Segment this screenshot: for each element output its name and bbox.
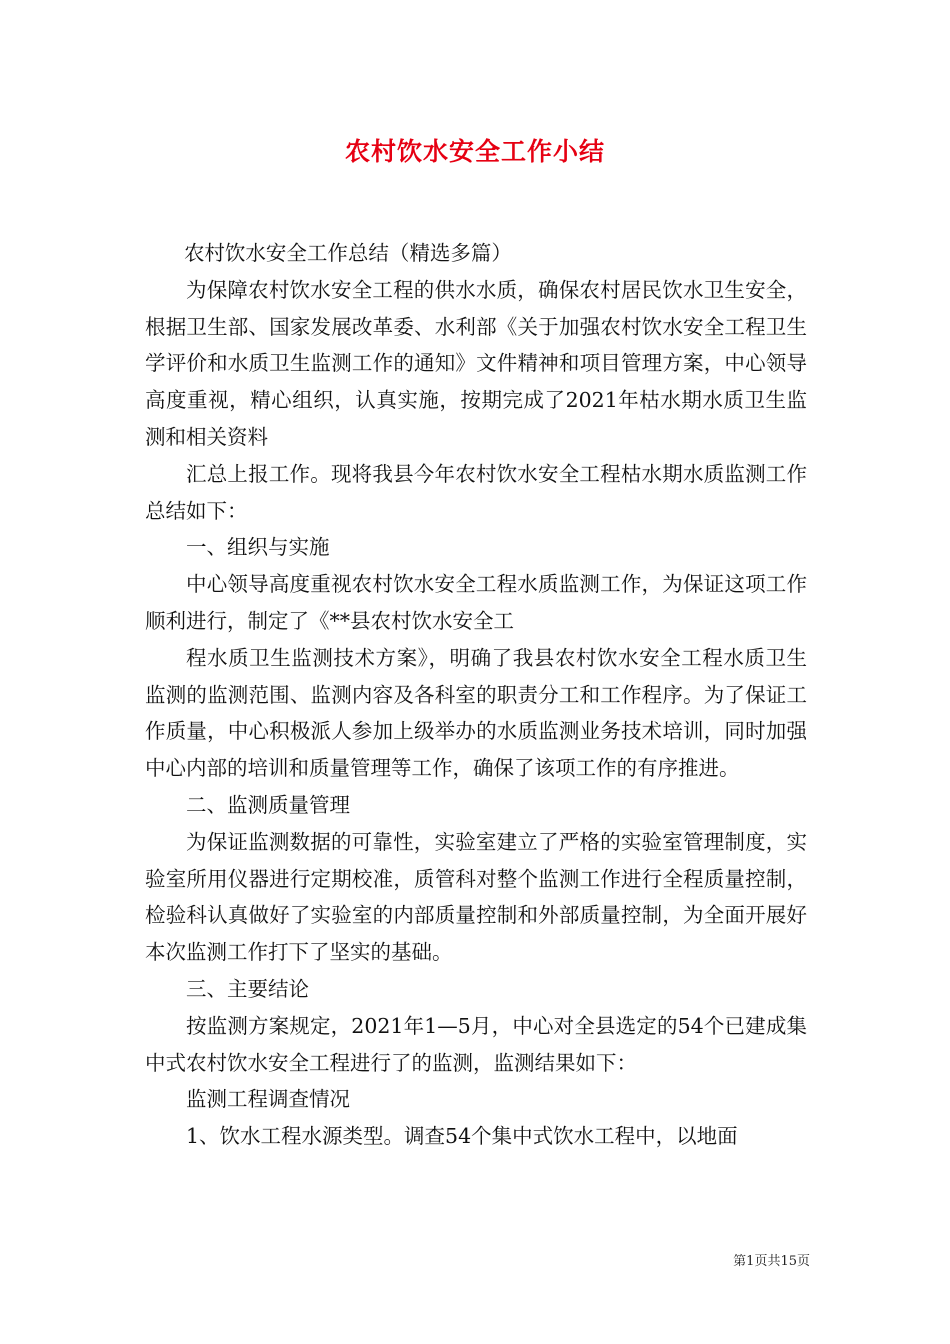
- document-title: 农村饮水安全工作小结: [344, 137, 605, 166]
- paragraph-intro: 为保障农村饮水安全工程的供水水质，确保农村居民饮水卫生安全，根据卫生部、国家发展改革委、水利部《关于加强农村饮水安全工程卫生学评价和水质卫生监测工作的通知》文件精神和项目管理方案，中心领导高度重视，精心组织，认真实施，按期完成了2021年枯水期水质卫生监测和相关资料: [145, 277, 807, 449]
- section-heading-quality: 二、监测质量管理: [186, 792, 350, 817]
- paragraph-intro-continued: 汇总上报工作。现将我县今年农村饮水安全工程枯水期水质监测工作总结如下：: [145, 461, 807, 523]
- paragraph-survey-heading: 监测工程调查情况: [186, 1087, 350, 1112]
- paragraph-conclusion: 按监测方案规定，2021年1—5月，中心对全县选定的54个已建成集中式农村饮水安全工程进行了的监测，监测结果如下：: [145, 1013, 807, 1075]
- page-indicator: 第1页共15页: [733, 1254, 810, 1269]
- paragraph-organization: 中心领导高度重视农村饮水安全工程水质监测工作，为保证这项工作顺利进行，制定了《**县农村饮水安全工: [145, 572, 807, 633]
- section-heading-organization: 一、组织与实施: [186, 535, 330, 560]
- paragraph-organization-continued: 程水质卫生监测技术方案》，明确了我县农村饮水安全工程水质卫生监测的监测范围、监测内容及各科室的职责分工和工作程序。为了保证工作质量，中心积极派人参加上级举办的水质监测业务技术培训，同时加强中心内部的培训和质量管理等工作，确保了该项工作的有序推进。: [145, 645, 807, 781]
- paragraph-quality: 为保证监测数据的可靠性，实验室建立了严格的实验室管理制度，实验室所用仪器进行定期校准，质管科对整个监测工作进行全程质量控制，检验科认真做好了实验室的内部质量控制和外部质量控制，为全面开展好本次监测工作打下了坚实的基础。: [145, 829, 807, 965]
- document-body: [145, 235, 807, 1155]
- paragraph-water-source: 1、饮水工程水源类型。调查54个集中式饮水工程中，以地面: [186, 1124, 738, 1149]
- paragraph-subtitle: 农村饮水安全工作总结（精选多篇）: [183, 241, 512, 265]
- section-heading-conclusion: 三、主要结论: [186, 976, 309, 1001]
